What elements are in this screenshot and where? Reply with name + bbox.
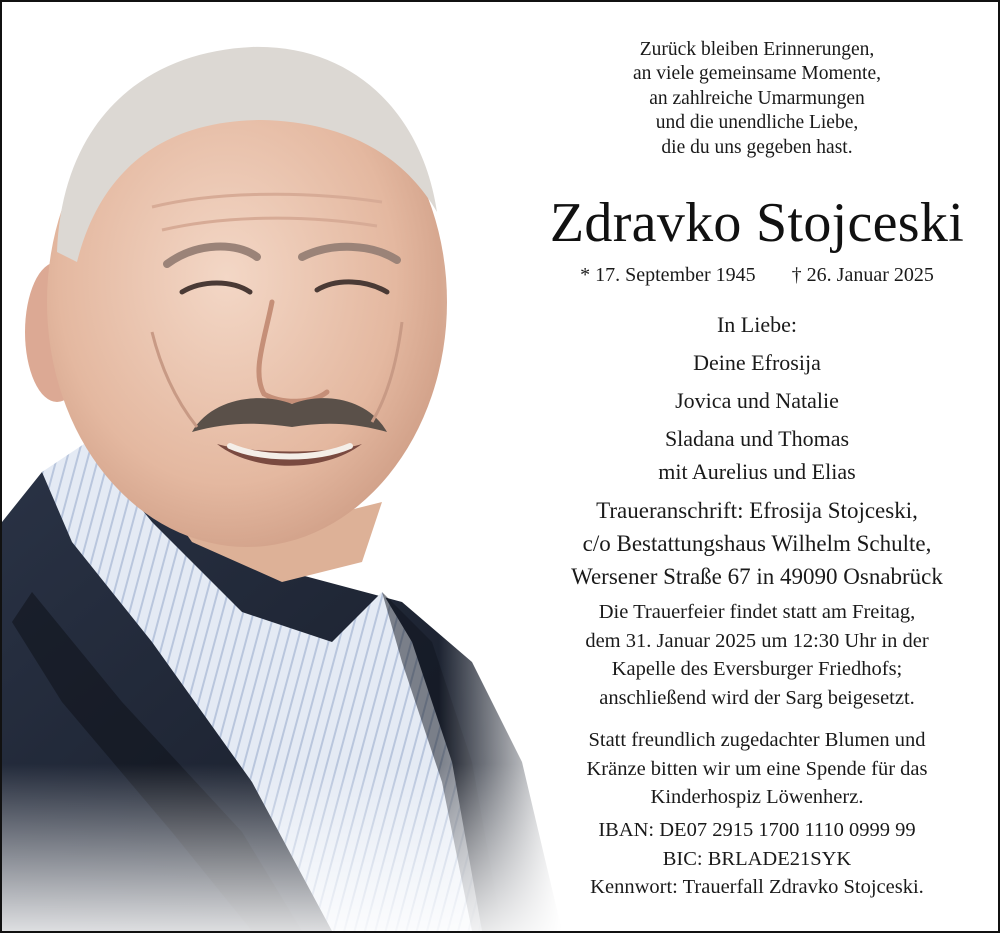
birth-date: * 17. September 1945 xyxy=(580,264,756,286)
funeral-ceremony-info xyxy=(522,598,992,712)
poem-line: an viele gemeinsame Momente, xyxy=(633,63,881,85)
portrait-illustration xyxy=(2,2,562,931)
memorial-poem xyxy=(522,38,992,160)
donation-line: Kränze bitten wir um eine Spende für das xyxy=(586,757,928,780)
notice-text-column xyxy=(522,2,992,931)
mourning-address xyxy=(522,494,992,593)
family-member: mit Aurelius und Elias xyxy=(658,459,856,484)
donation-request xyxy=(522,726,992,812)
death-date: † 26. Januar 2025 xyxy=(791,264,934,286)
family-member: Jovica und Natalie xyxy=(675,388,839,413)
bic: BIC: BRLADE21SYK xyxy=(662,847,852,870)
ceremony-line: Die Trauerfeier findet statt am Freitag, xyxy=(598,601,916,623)
family-member: Sladana und Thomas xyxy=(664,426,850,451)
poem-line: Zurück bleiben Erinnerungen, xyxy=(639,39,875,60)
address-line: Wersener Straße 67 in 49090 Osnabrück xyxy=(571,564,943,589)
deceased-name: Zdravko Stojceski xyxy=(549,192,965,254)
family-signatures xyxy=(522,306,992,486)
poem-line: die du uns gegeben hast. xyxy=(661,136,853,158)
address-line: c/o Bestattungshaus Wilhelm Schulte, xyxy=(582,531,932,556)
ceremony-line: anschließend wird der Sarg beigesetzt. xyxy=(599,686,915,709)
life-dates xyxy=(522,262,992,288)
ceremony-line: dem 31. Januar 2025 um 12:30 Uhr in der xyxy=(585,629,929,652)
family-member: Deine Efrosija xyxy=(693,350,821,375)
donation-keyword: Kennwort: Trauerfall Zdravko Stojceski. xyxy=(590,876,924,898)
address-line: Traueranschrift: Efrosija Stojceski, xyxy=(596,498,918,523)
ceremony-line: Kapelle des Eversburger Friedhofs; xyxy=(611,658,903,680)
family-heading: In Liebe: xyxy=(716,312,798,337)
poem-line: und die unendliche Liebe, xyxy=(655,112,859,134)
donation-line: Statt freundlich zugedachter Blumen und xyxy=(588,729,926,751)
portrait-photo xyxy=(2,2,562,931)
bank-details xyxy=(522,816,992,902)
iban: IBAN: DE07 2915 1700 1110 0999 99 xyxy=(598,819,916,841)
poem-line: an zahlreiche Umarmungen xyxy=(649,87,865,109)
donation-line: Kinderhospiz Löwenherz. xyxy=(650,786,864,808)
